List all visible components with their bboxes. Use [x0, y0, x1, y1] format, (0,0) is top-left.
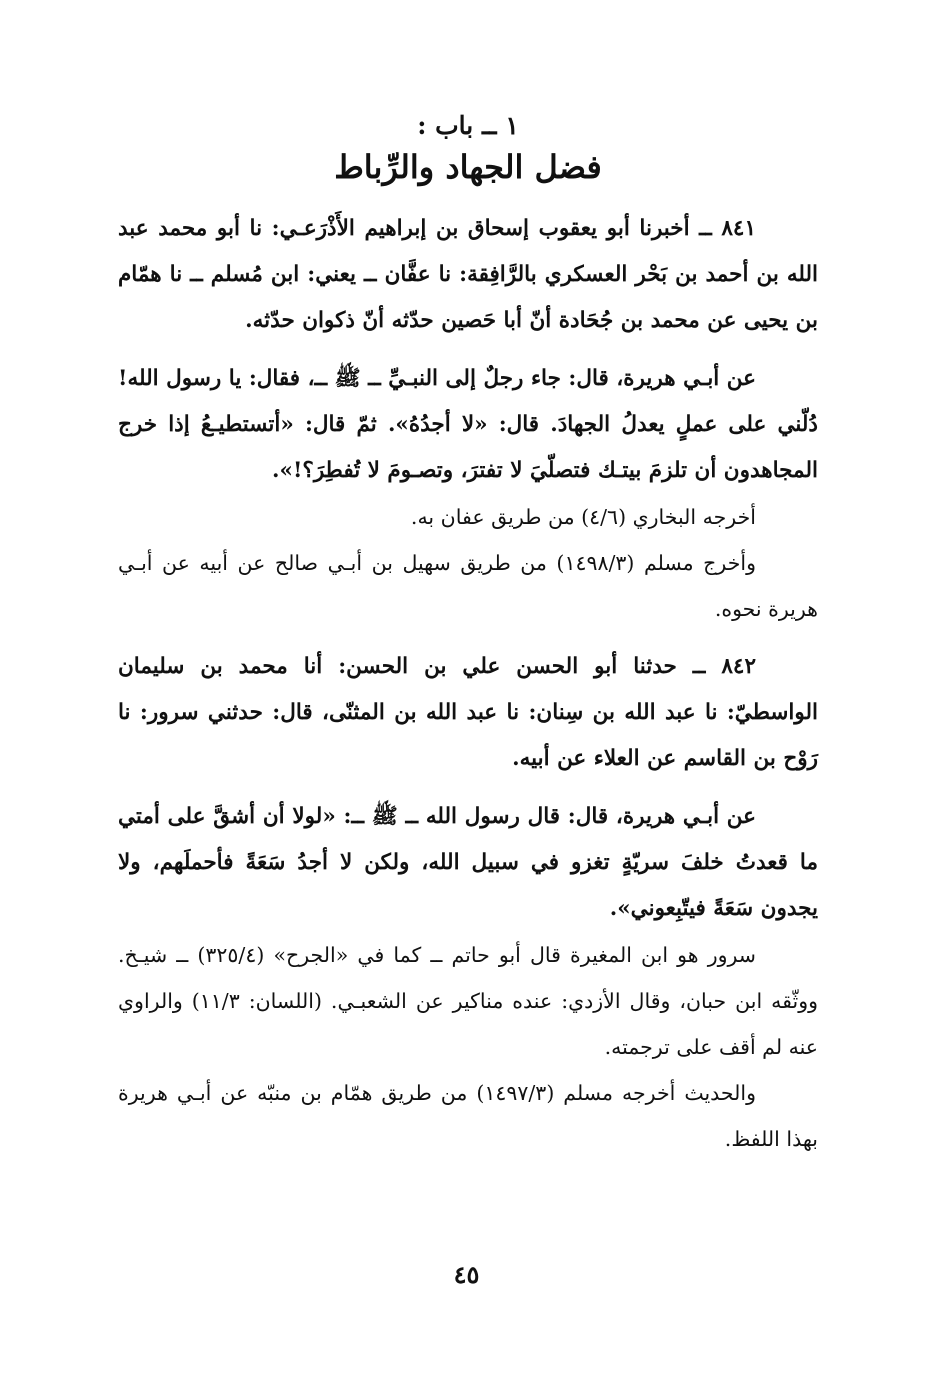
page-number: ٤٥	[453, 1260, 480, 1289]
hadith-841-isnad: ٨٤١ ــ أخبرنا أبو يعقوب إسحاق بن إبراهيم الأَذْرَعـي: نا أبو محمد عبد الله بن أحمد بن بَحْر العسكري بالرَّافِقة: نا عفَّان ــ يعني: ابن مُسلم ــ نا همّام بن يحيى عن محمد بن جُحَادة أنّ أبا حَصين حدّثه أنّ ذكوان حدّثه.	[118, 216, 818, 333]
hadith-841-note-2: وأخرج مسلم (١٤٩٨/٣) من طريق سهيل بن أبـي صالح عن أبيه عن أبـي هريرة نحوه.	[118, 551, 818, 621]
hadith-842-note-2: والحديث أخرجه مسلم (١٤٩٧/٣) من طريق همّام بن منبّه عن أبـي هريرة بهذا اللفظ.	[118, 1081, 818, 1151]
hadith-842-isnad: ٨٤٢ ــ حدثنا أبو الحسن علي بن الحسن: أنا محمد بن سليمان الواسطيّ: نا عبد الله بن سِنان: نا عبد الله بن المثنّى، قال: حدثني سرور: نا رَوْح بن القاسم عن العلاء عن أبيه.	[118, 654, 818, 771]
page-body	[118, 108, 818, 1162]
chapter-number: ١ ــ باب :	[417, 111, 519, 140]
chapter-title: فضل الجهاد والرِّباط	[334, 148, 602, 186]
hadith-842-note-1: سرور هو ابن المغيرة قال أبو حاتم ــ كما في «الجرح» (٣٢٥/٤) ــ شيـخ. ووثّقه ابن حبان، وقال الأزدي: عنده مناكير عن الشعبـي. (اللسان: ١١/٣) والراوي عنه لم أقف على ترجمته.	[118, 943, 818, 1059]
hadith-841-note-1: أخرجه البخاري (٤/٦) من طريق عفان به.	[410, 505, 756, 529]
hadith-841-matn: عن أبـي هريرة، قال: جاء رجلٌ إلى النبـيِّ ــ ﷺ ــ، فقال: يا رسول الله! دُلّني على عملٍ يعدلُ الجهادَ. قال: «لا أجدُهُ». ثمّ قال: «أتستطيـعُ إذا خرج المجاهدون أن تلزمَ بيتـك فتصلّيَ لا تفترَ، وتصـومَ لا تُفطِرَ؟!».	[118, 366, 818, 483]
hadith-842-matn: عن أبـي هريرة، قال: قال رسول الله ــ ﷺ ــ: «لولا أن أشقَّ على أمتي ما قعدتُ خلفَ سريّةٍ تغزو في سبيل الله، ولكن لا أجدُ سَعَةً فأحملَهم، ولا يجدون سَعَةً فيتّبِعوني».	[118, 804, 818, 921]
